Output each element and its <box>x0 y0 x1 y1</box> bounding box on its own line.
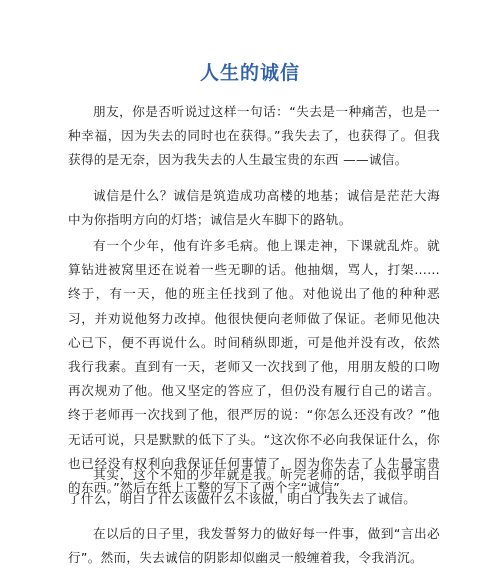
article-title: 人生的诚信 <box>199 62 300 84</box>
paragraph-aftermath: 在以后的日子里，我发誓努力的做好每一件事，做到“言出必行”。然而，失去诚信的阴影却似幽灵一般缠着我，令我消沉。 <box>68 526 440 566</box>
paragraph-story: 有一个少年，他有许多毛病。他上课走神，下课就乱炸。就算钻进被窝里还在说着一些无聊的话。他抽烟，骂人，打架……终于，有一天，他的班主任找到了他。对他说出了他的种种恶习，并劝说他努力改掉。他很快便向老师做了保证。老师见他决心已下，便不再说什么。时间稍纵即逝，可是他并没有改，依然我行我素。直到有一天，老师又一次找到了他，用朋友般的口吻再次规劝了他。他又坚定的答应了，但仍没有履行自己的诺言。终于老师再一次找到了他，很严厉的说：“你怎么还没有改？”他无话可说，只是默默的低下了头。“这次你不必向我保证什么，你也已经没有权利向我保证任何事情了，因为你失去了人生最宝贵的东西。”然后在纸上工整的写下了两个字“诚信”。 <box>68 238 440 496</box>
paragraph-definition: 诚信是什么？诚信是筑造成功高楼的地基；诚信是茫茫大海中为你指明方向的灯塔；诚信是火车脚下的路轨。 <box>68 188 440 228</box>
paragraph-intro: 朋友，你是否听说过这样一句话：“失去是一种痛苦，也是一种幸福，因为失去的同时也在获得。”我失去了，也获得了。但我获得的是无奈，因为我失去的人生最宝贵的东西 ——诚信。 <box>68 104 440 168</box>
paragraph-reflection: 其实，这个不知的少年就是我。听完老师的话，我似乎明白了什么，明白了什么该做什么不该做，明白了我失去了诚信。 <box>68 467 440 507</box>
